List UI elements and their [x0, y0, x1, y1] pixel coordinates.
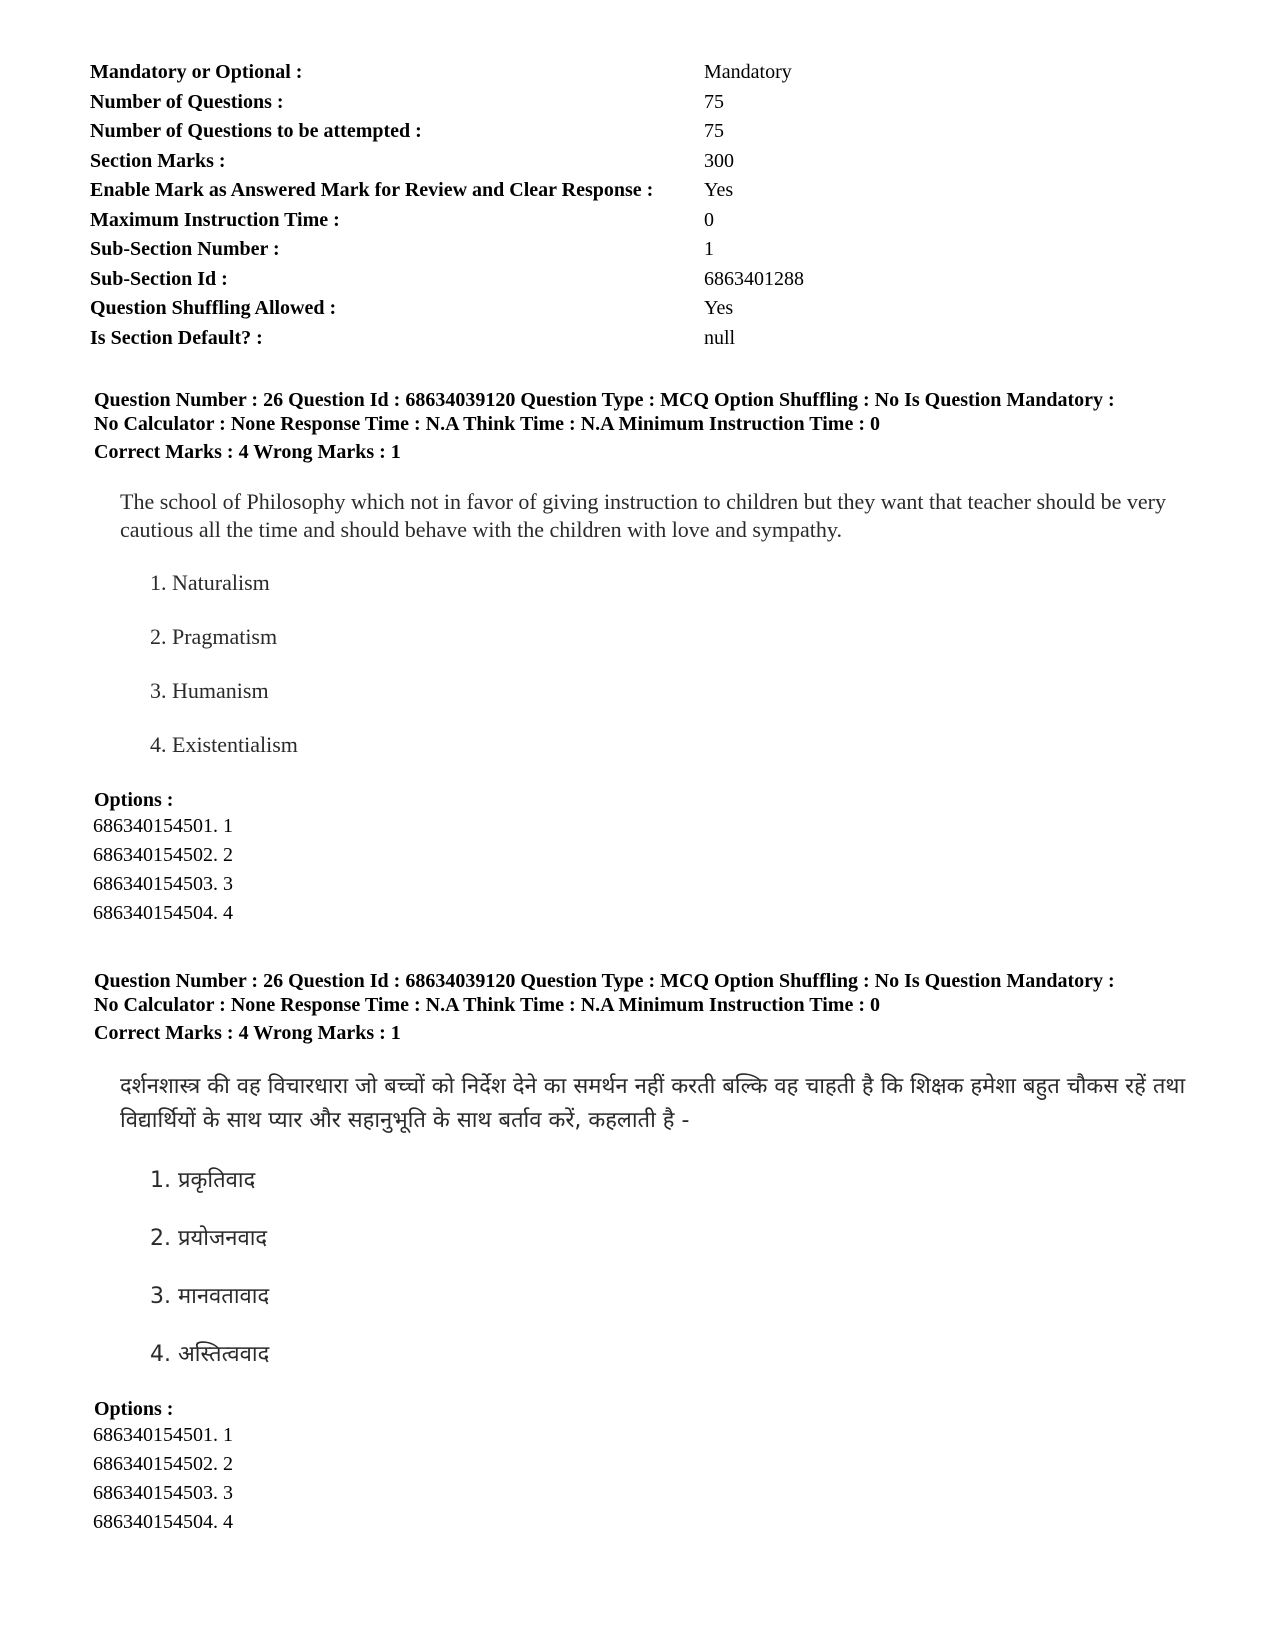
meta-value: Mandatory [704, 61, 792, 83]
question-header-line1: Question Number : 26 Question Id : 68634039120 Question Type : MCQ Option Shuffling : No Is Question Mandatory : [94, 389, 1115, 411]
answer-choice: 1. Naturalism [150, 570, 270, 595]
meta-value: Yes [704, 297, 734, 319]
meta-value: 300 [704, 149, 734, 172]
meta-row [90, 117, 804, 147]
option-id-line: 686340154502. 2 [93, 844, 233, 866]
meta-key: Enable Mark as Answered Mark for Review and Clear Response : [90, 179, 654, 201]
meta-key: Is Section Default? : [90, 326, 263, 349]
meta-value: Yes [704, 179, 734, 201]
answer-choice: 4. Existentialism [150, 732, 298, 757]
meta-row [90, 88, 804, 118]
meta-value: 75 [704, 90, 724, 113]
option-id-line: 686340154504. 4 [93, 902, 233, 924]
option-id-line: 686340154502. 2 [93, 1453, 233, 1475]
option-id-line: 686340154503. 3 [93, 1482, 233, 1504]
answer-choice: 2. प्रयोजनवाद [150, 1226, 268, 1251]
meta-key: Section Marks : [90, 149, 226, 172]
meta-key: Mandatory or Optional : [90, 61, 303, 83]
question-header-line2: No Calculator : None Response Time : N.A Think Time : N.A Minimum Instruction Time : 0 [94, 413, 880, 435]
option-id-line: 686340154501. 1 [93, 1424, 233, 1446]
meta-value: null [704, 326, 736, 349]
meta-row [90, 324, 804, 354]
meta-row [90, 235, 804, 265]
meta-row [90, 58, 804, 88]
meta-row [90, 176, 804, 206]
meta-key: Maximum Instruction Time : [90, 208, 340, 231]
answer-choice: 4. अस्तित्ववाद [150, 1342, 270, 1367]
answer-choice: 1. प्रकृतिवाद [150, 1168, 256, 1193]
meta-value: 75 [704, 120, 724, 142]
meta-key: Number of Questions to be attempted : [90, 120, 422, 142]
option-id-line: 686340154503. 3 [93, 873, 233, 895]
section-meta-table [90, 58, 804, 353]
question-text-english: The school of Philosophy which not in favor of giving instruction to children but they want that teacher should be very cautious all the time and should behave with the children with love and sympathy. [120, 489, 1167, 542]
options-label: Options : [94, 1398, 174, 1420]
answer-choice: 3. Humanism [150, 678, 269, 703]
question-marks: Correct Marks : 4 Wrong Marks : 1 [94, 441, 401, 463]
answer-choice: 2. Pragmatism [150, 624, 278, 649]
meta-key: Question Shuffling Allowed : [90, 297, 337, 319]
meta-value: 1 [704, 238, 714, 260]
question-text-hindi: दर्शनशास्त्र की वह विचारधारा जो बच्चों को निर्देश देने का समर्थन नहीं करती बल्कि वह चाहती है कि शिक्षक हमेशा बहुत चौकस रहें तथा विद्यार्थियों के साथ प्यार और सहानुभूति के साथ बर्ताव करें, कहलाती है - [120, 1074, 1186, 1133]
meta-value: 6863401288 [704, 267, 804, 290]
meta-row [90, 206, 804, 236]
answer-choice: 3. मानवतावाद [150, 1284, 270, 1309]
meta-value: 0 [704, 208, 714, 231]
question-text [120, 488, 1200, 544]
option-id-line: 686340154501. 1 [93, 815, 233, 837]
meta-key: Sub-Section Id : [90, 267, 228, 290]
meta-row [90, 147, 804, 177]
meta-row [90, 294, 804, 324]
meta-key: Sub-Section Number : [90, 238, 280, 260]
option-id-line: 686340154504. 4 [93, 1511, 233, 1533]
question-text [120, 1070, 1200, 1138]
question-marks: Correct Marks : 4 Wrong Marks : 1 [94, 1022, 401, 1044]
question-header-line2: No Calculator : None Response Time : N.A Think Time : N.A Minimum Instruction Time : 0 [94, 994, 880, 1016]
meta-row [90, 265, 804, 295]
question-header-line1: Question Number : 26 Question Id : 68634039120 Question Type : MCQ Option Shuffling : No Is Question Mandatory : [94, 970, 1115, 992]
options-label: Options : [94, 789, 174, 811]
meta-key: Number of Questions : [90, 90, 284, 113]
